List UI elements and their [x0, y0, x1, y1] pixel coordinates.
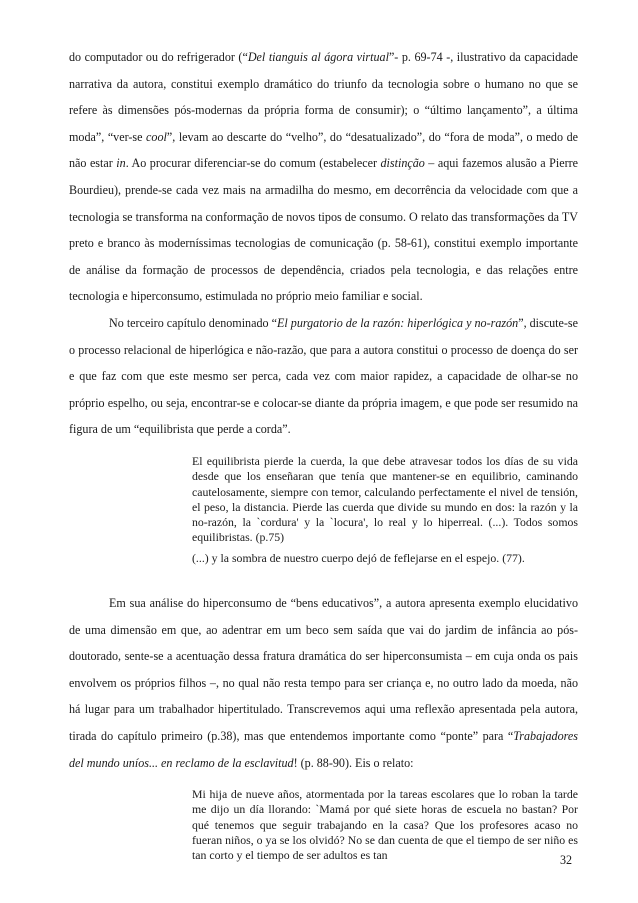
text-run-italic: in: [116, 156, 126, 171]
document-page: [69, 44, 578, 864]
text-run: . Ao procurar diferenciar-se do comum (estabelecer: [125, 156, 381, 171]
text-run-italic: Del tianguis al ágora virtual: [247, 50, 389, 64]
text-run: ! (p. 88-90). Eis o relato:: [293, 755, 414, 770]
text-run-italic: El purgatorio de la razón: hiperlógica y no-razón: [276, 315, 519, 330]
text-run-italic: Trabajadores del mundo uníos... en reclamo de la esclavitud: [69, 728, 578, 770]
body-paragraph: [69, 590, 578, 776]
block-quote: [192, 787, 578, 863]
text-run: No terceiro capítulo denominado “: [109, 315, 277, 330]
body-paragraph: [69, 310, 578, 443]
quote-paragraph: Mi hija de nueve años, atormentada por la tareas escolares que lo roban la tarde me dijo un día llorando: `Mamá por qué siete horas de escuela no bastan? Por qué tenemos que seguir trabajando en la casa? Que los profesores acaso no fueran niños, o ya se los olvidó? No se dan cuenta de que el tiempo de ser niño es tan corto y el tiempo de ser adultos es tan: [192, 787, 578, 863]
text-run-italic: distinção: [380, 156, 425, 171]
text-run: do computador ou do refrigerador (“: [69, 50, 248, 64]
spacer: [69, 566, 578, 590]
text-run: ”, discute-se o processo relacional de hiperlógica e não-razão, que para a autora constitui o processo de doença do ser e que faz com que este mesmo ser perca, cada vez com maior rapidez, a capacidade de olhar-se no próprio espelho, ou seja, encontrar-se e colocar-se diante da própria imagem, e que pode ser resumido na figura de um “equilibrista que perde a corda”.: [69, 315, 578, 437]
quote-paragraph: El equilibrista pierde la cuerda, la que debe atravesar todos los días de su vida desde que los enseñaran que tenía que mantener-se en equilibrio, caminando cautelosamente, siempre con temor, calculando perfectamente el nivel de tensión, el peso, la distancia. Pierde las cuerda que divide su mundo en dos: la razón y la no-razón, la `cordura' y la `locura', lo real y lo hiperreal. (...). Todos somos equilibristas. (p.75): [192, 453, 578, 545]
block-quote: [192, 454, 578, 566]
text-run: – aqui fazemos alusão a Pierre Bourdieu), prende-se cada vez mais na armadilha do mesmo, em decorrência da velocidade com que a tecnologia se transforma na conformação de novos tipos de consumo. O relato das transformações da TV preto e branco às moderníssimas tecnologias de comunicação (p. 58-61), constitui exemplo importante de análise da formação de processos de dependência, criados pela tecnologia, e das relações entre tecnologia e hiperconsumo, estimulada no próprio meio familiar e social.: [69, 156, 579, 304]
page-number: 32: [560, 853, 573, 867]
text-run: Em sua análise do hiperconsumo de “bens educativos”, a autora apresenta exemplo elucidativo de uma dimensão em que, ao adentrar em um beco sem saída que vai do jardim de infância ao pós-doutorado, sente-se a acentuação dessa fratura dramática do ser hiperconsumista – em cuja onda os pais envolvem os próprios filhos –, no qual não resta tempo para ser criança e, no outro lado da moeda, não há lugar para um trabalhador hipertitulado. Transcrevemos aqui uma reflexão apresentada pela autora, tirada do capítulo primeiro (p.38), mas que entendemos importante como “ponte” para “: [69, 595, 578, 743]
text-run: ”- p. 69-74 -, ilustrativo da capacidade narrativa da autora, constitui exemplo dramático do triunfo da tecnologia sobre o humano no que se refere às dimensões pós-modernas da própria forma de consumir); o “último lançamento”, a última moda”, “ver-se: [69, 50, 578, 144]
quote-paragraph: (...) y la sombra de nuestro cuerpo dejó de feflejarse en el espejo. (77).: [192, 550, 525, 565]
body-paragraph: [69, 44, 578, 310]
text-run: ”, levam ao descarte do “velho”, do “desatualizado”, do “fora de moda”, o medo de não estar: [69, 129, 578, 171]
text-run-italic: cool: [146, 129, 167, 144]
